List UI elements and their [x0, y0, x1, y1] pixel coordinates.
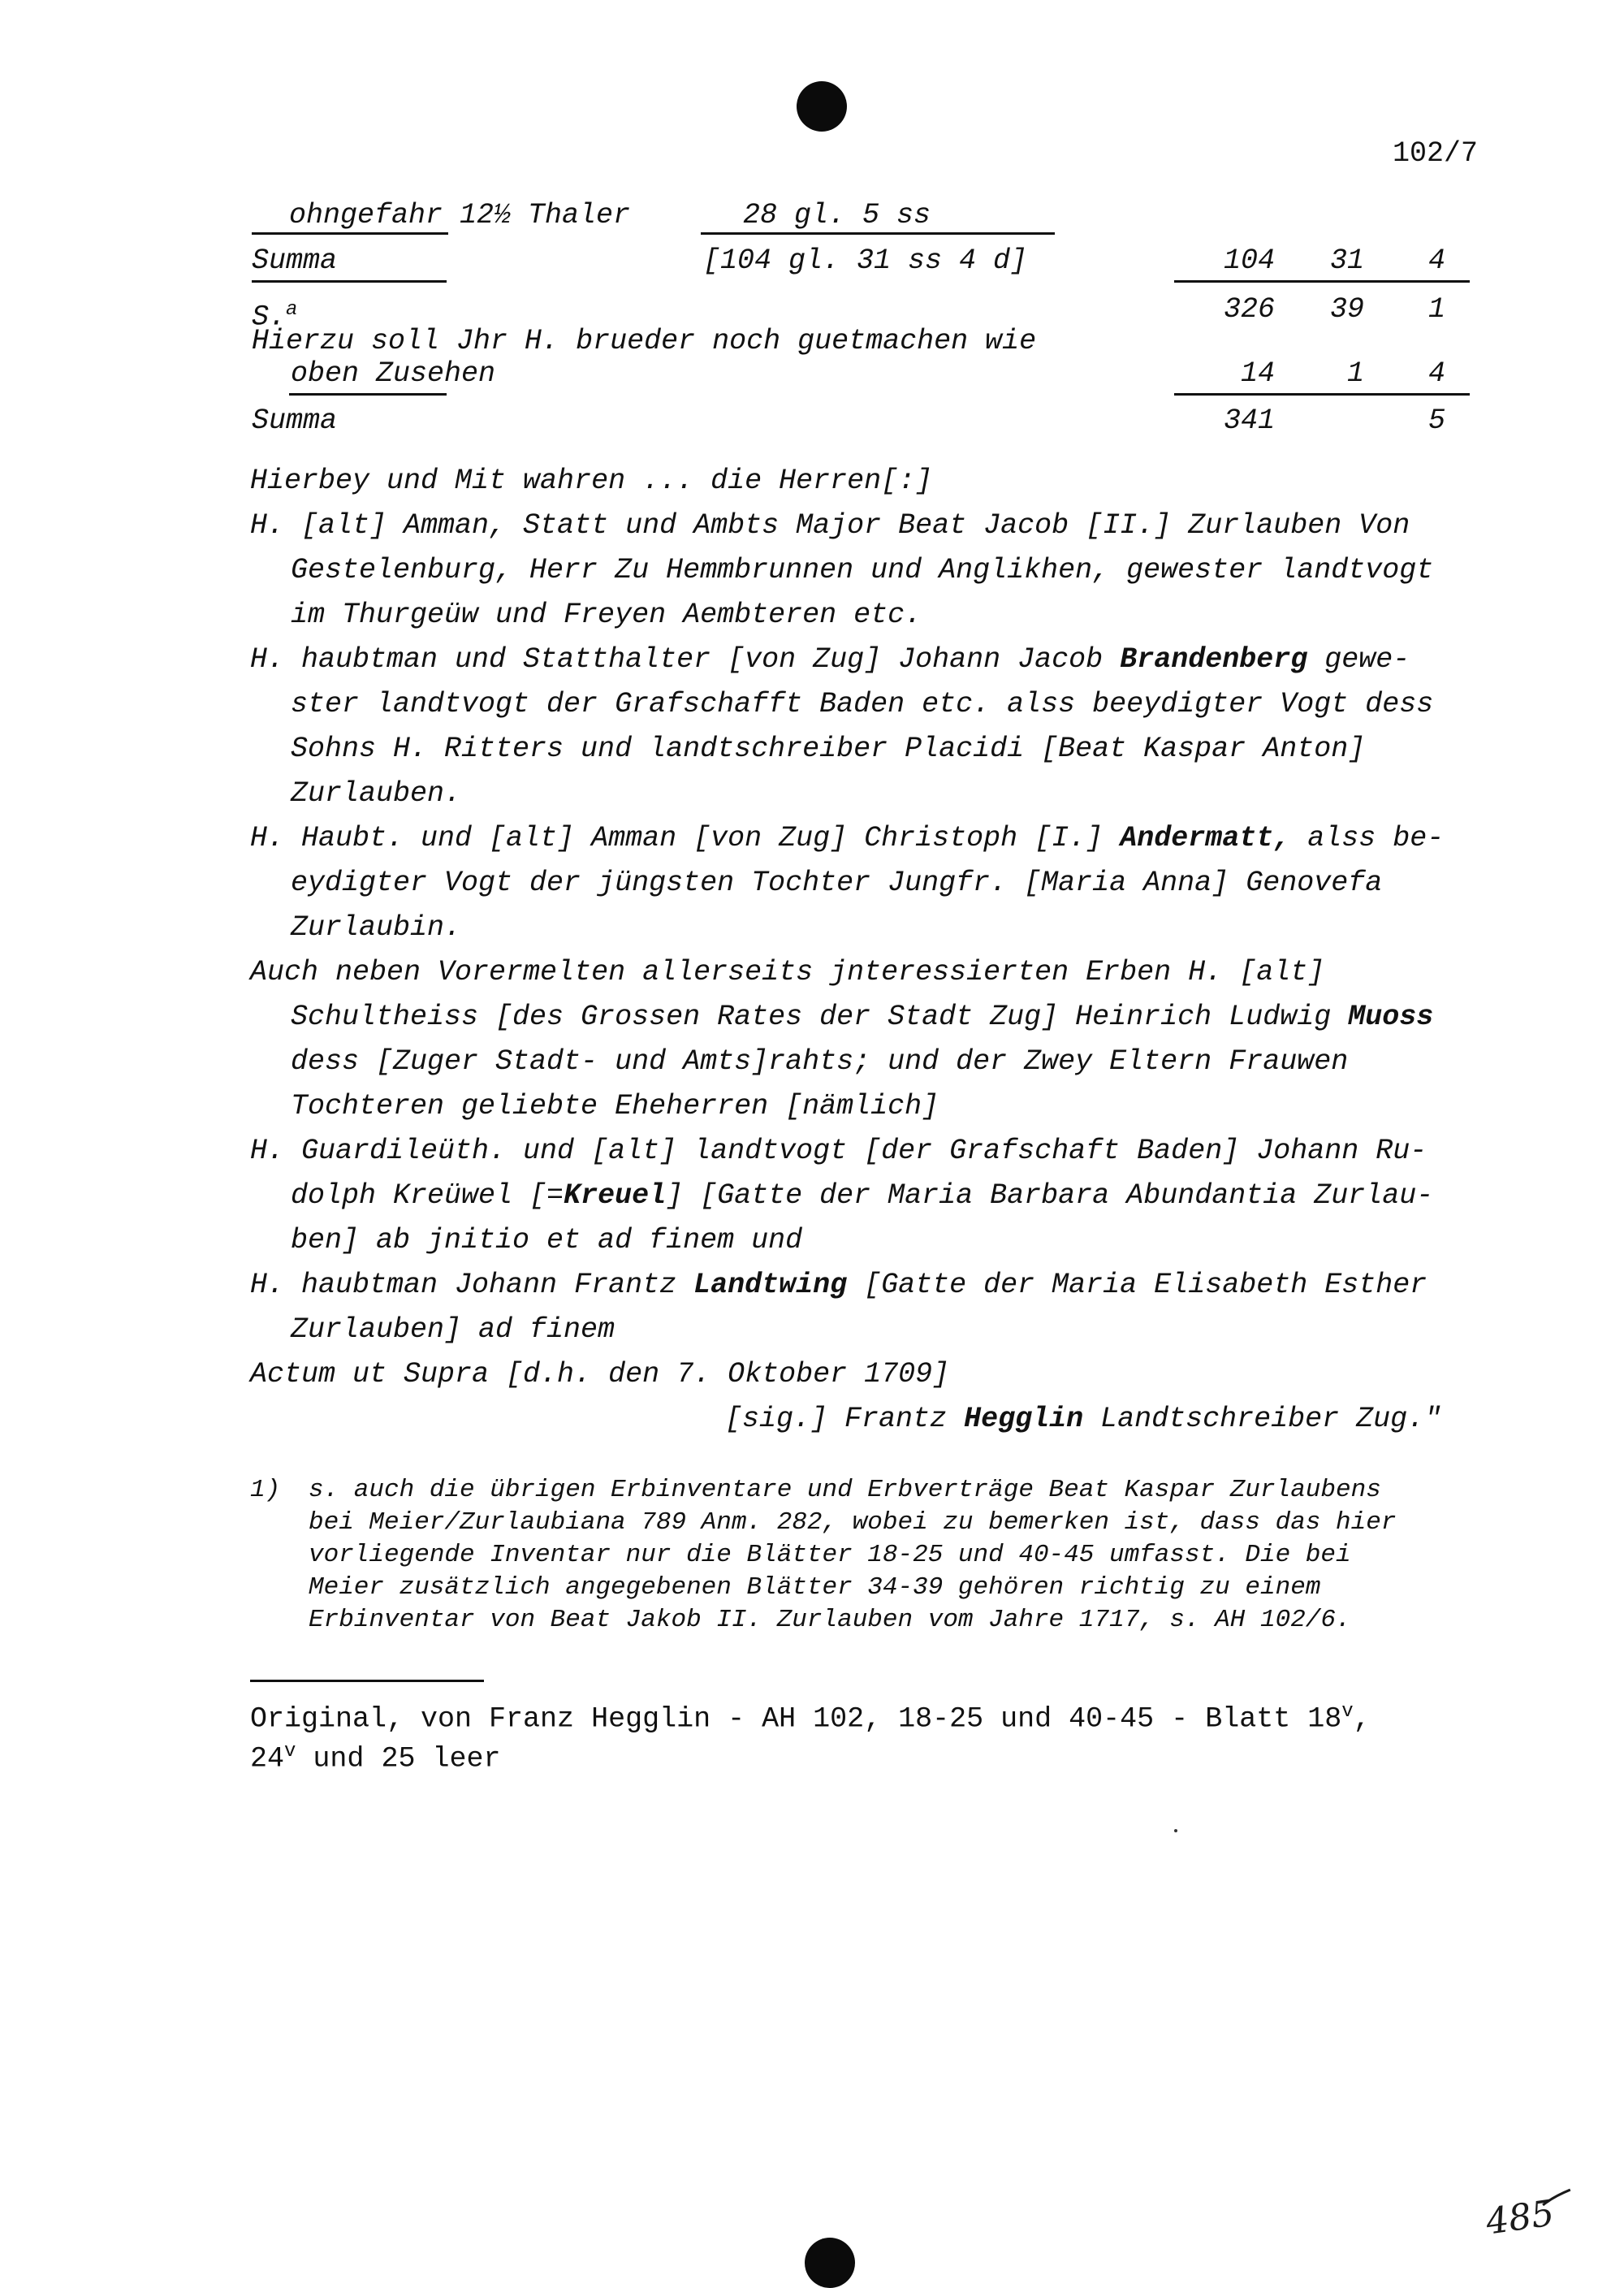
ledger-row4-line2: oben Zusehen — [291, 357, 496, 390]
ledger-rule-1b — [701, 232, 1055, 235]
signature-text-b: Landtschreiber Zug." — [1083, 1403, 1442, 1435]
para-4 — [250, 816, 1444, 950]
ledger-rule-2b — [1174, 280, 1470, 283]
punch-hole-bottom — [805, 2238, 855, 2288]
footnote-line-3: vorliegende Inventar nur die Blätter 18-25 und 40-45 umfasst. Die bei — [309, 1541, 1351, 1569]
para-7-text-b: [Gatte der Maria Elisabeth Esther — [847, 1269, 1427, 1301]
ledger-row2-num-3: 4 — [1427, 244, 1445, 277]
para-6-line-3: ben] ab jnitio et ad finem und — [291, 1224, 803, 1256]
ledger-row1-mid: 28 gl. 5 ss — [743, 199, 931, 231]
speck — [1174, 1829, 1177, 1832]
name-andermatt: Andermatt, — [1120, 822, 1291, 854]
ledger-row3-superscript: a — [286, 299, 298, 321]
para-2-line-3: im Thurgeüw und Freyen Aembteren etc. — [291, 599, 922, 631]
ledger-row3-num-1: 326 — [1223, 293, 1275, 326]
para-7 — [250, 1263, 1444, 1352]
para-5-line-2 — [250, 995, 1444, 1040]
para-4-line-2: eydigter Vogt der jüngsten Tochter Jungfr. [Maria Anna] Genovefa — [291, 867, 1383, 899]
para-5-line-4: Tochteren geliebte Eheherren [nämlich] — [291, 1090, 939, 1122]
handwritten-number-text: 485 — [1483, 2192, 1557, 2243]
para-5-line-1: Auch neben Vorermelten allerseits jnteressierten Erben H. [alt] — [250, 956, 1325, 988]
para-3-line-3: Sohns H. Ritters und landtschreiber Placidi [Beat Kaspar Anton] — [291, 733, 1366, 765]
footnote-line-5: Erbinventar von Beat Jakob II. Zurlauben vom Jahre 1717, s. AH 102/6. — [309, 1606, 1351, 1634]
source-note — [250, 1696, 1371, 1775]
para-7-line-1 — [250, 1263, 1444, 1308]
ledger-rule-3a — [289, 393, 447, 396]
para-1: Hierbey und Mit wahren ... die Herren[:] — [250, 465, 933, 497]
para-6-line-2 — [250, 1174, 1444, 1218]
ledger-row3-num-3: 1 — [1427, 293, 1445, 326]
source-line-2 — [250, 1736, 1371, 1775]
para-3-text-b: gewe- — [1307, 643, 1410, 676]
para-2-line-1: H. [alt] Amman, Statt und Ambts Major Beat Jacob [II.] Zurlauben Von — [250, 509, 1410, 542]
para-4-line-3: Zurlaubin. — [291, 911, 462, 944]
para-6-text-a: dolph Kreüwel [= — [291, 1179, 564, 1212]
ledger-row4-num-1: 14 — [1240, 357, 1275, 390]
para-4-line-1 — [250, 816, 1444, 861]
ledger-rule-2a — [252, 280, 447, 283]
ledger-rule-1a — [252, 232, 448, 235]
ledger-row2-num-1: 104 — [1223, 244, 1275, 277]
handwritten-page-number — [1484, 2192, 1557, 2243]
para-3 — [250, 638, 1444, 816]
ledger-row4-line1: Hierzu soll Jhr H. brueder noch guetmachen wie — [252, 325, 1037, 357]
source-superscript-1: v — [1341, 1701, 1354, 1723]
para-7-line-2: Zurlauben] ad finem — [291, 1313, 615, 1346]
para-3-line-4: Zurlauben. — [291, 777, 462, 810]
para-6 — [250, 1129, 1444, 1263]
source-text-b: , — [1353, 1702, 1371, 1736]
para-5-text-a: Schultheiss [des Grossen Rates der Stadt Zug] Heinrich Ludwig — [291, 1001, 1349, 1033]
ledger-row4-num-3: 4 — [1427, 357, 1445, 390]
source-text-c: 24 — [250, 1742, 285, 1775]
name-kreuel: Kreuel — [564, 1179, 667, 1212]
page-number: 102/7 — [1393, 137, 1479, 170]
ledger-row3-num-2: 39 — [1329, 293, 1364, 326]
para-3-line-1 — [250, 638, 1444, 682]
source-superscript-2: v — [284, 1740, 296, 1762]
signature-text-a: [sig.] Frantz — [725, 1403, 965, 1435]
source-line-1 — [250, 1696, 1371, 1736]
name-brandenberg: Brandenberg — [1120, 643, 1308, 676]
ledger-row5-label: Summa — [252, 404, 338, 437]
ledger-row2-mid: [104 gl. 31 ss 4 d] — [703, 244, 1028, 277]
para-5-line-3: dess [Zuger Stadt- und Amts]rahts; und der Zwey Eltern Frauwen — [291, 1045, 1349, 1078]
ledger-row2-num-2: 31 — [1329, 244, 1364, 277]
ledger-row5-num-2: 5 — [1427, 404, 1445, 437]
ledger-row1-label: ohngefahr 12½ Thaler — [289, 199, 631, 231]
para-4-text-a: H. Haubt. und [alt] Amman [von Zug] Christoph [I.] — [250, 822, 1121, 854]
footnote-line-1: s. auch die übrigen Erbinventare und Erbverträge Beat Kaspar Zurlaubens — [309, 1476, 1381, 1504]
para-4-text-b: alss be- — [1290, 822, 1445, 854]
punch-hole-top — [797, 81, 847, 132]
footnote-marker: 1) — [250, 1476, 281, 1504]
source-text-d: und 25 leer — [296, 1742, 501, 1775]
para-3-text-a: H. haubtman und Statthalter [von Zug] Johann Jacob — [250, 643, 1121, 676]
name-muoss: Muoss — [1348, 1001, 1434, 1033]
para-6-text-b: ] [Gatte der Maria Barbara Abundantia Zurlau- — [666, 1179, 1434, 1212]
ledger-row2-label: Summa — [252, 244, 338, 277]
footnote — [309, 1474, 1396, 1637]
handwritten-flourish-icon — [1540, 2188, 1574, 2208]
footnote-line-2: bei Meier/Zurlaubiana 789 Anm. 282, wobei zu bemerken ist, dass das hier — [309, 1508, 1397, 1537]
para-5 — [250, 950, 1444, 1129]
footnote-line-4: Meier zusätzlich angegebenen Blätter 34-39 gehören richtig zu einem — [309, 1573, 1321, 1602]
para-2-line-2: Gestelenburg, Herr Zu Hemmbrunnen und Anglikhen, gewester landtvogt — [291, 554, 1434, 586]
name-landtwing: Landtwing — [693, 1269, 848, 1301]
para-6-line-1: H. Guardileüth. und [alt] landtvogt [der Grafschaft Baden] Johann Ru- — [250, 1135, 1427, 1167]
para-3-line-2: ster landtvogt der Grafschafft Baden etc. alss beeydigter Vogt dess — [291, 688, 1434, 720]
ledger-row5-num-1: 341 — [1223, 404, 1275, 437]
ledger-row4-num-2: 1 — [1346, 357, 1364, 390]
para-7-text-a: H. haubtman Johann Frantz — [250, 1269, 694, 1301]
para-8: Actum ut Supra [d.h. den 7. Oktober 1709] — [250, 1358, 950, 1391]
para-2 — [250, 504, 1444, 638]
source-text-a: Original, von Franz Hegglin - AH 102, 18-25 und 40-45 - Blatt 18 — [250, 1702, 1342, 1736]
name-hegglin: Hegglin — [964, 1403, 1084, 1435]
body-text — [250, 459, 1444, 1442]
source-separator — [250, 1680, 484, 1682]
ledger-row3-text: S. — [252, 301, 287, 334]
signature-line — [250, 1397, 1444, 1442]
ledger-rule-3b — [1174, 393, 1470, 396]
